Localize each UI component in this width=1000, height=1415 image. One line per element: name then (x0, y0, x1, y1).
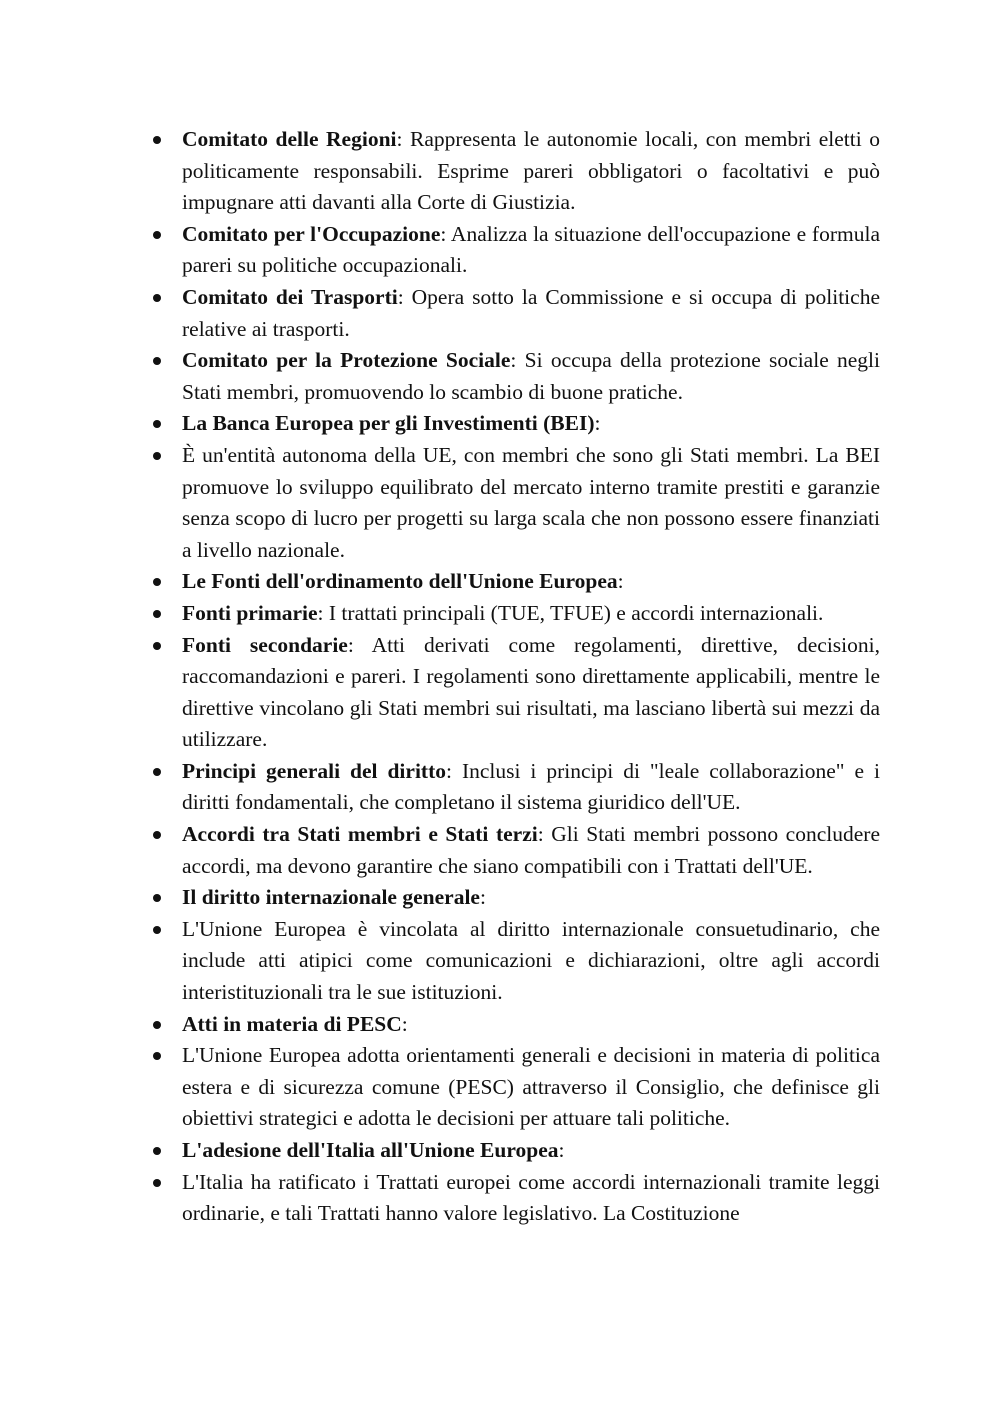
item-term: Le Fonti dell'ordinamento dell'Unione Europea (182, 569, 618, 594)
list-item (151, 630, 880, 756)
item-text: L'Unione Europea è vincolata al diritto internazionale consuetudinario, che include atti atipici come comunicazioni e dichiarazioni, oltre agli accordi interistituzionali tra le sue istituzioni. (182, 916, 880, 1005)
bullet-icon (153, 642, 161, 650)
bullet-icon (153, 926, 161, 934)
bullet-icon (153, 231, 161, 239)
list-item (151, 282, 880, 345)
item-term: Comitato dei Trasporti (182, 284, 398, 309)
bullet-icon (153, 1179, 161, 1187)
list-item (151, 1040, 880, 1135)
list-item (151, 1167, 880, 1230)
item-term: Il diritto internazionale generale (182, 885, 480, 910)
item-text: : Gli Stati membri possono concludere accordi, ma devono garantire che siano compatibili con i Trattati dell'UE. (182, 822, 880, 878)
list-item (151, 440, 880, 566)
item-text: : Analizza la situazione dell'occupazione e formula pareri su politiche occupazionali. (182, 221, 880, 278)
item-text: : (594, 411, 601, 436)
item-term: Accordi tra Stati membri e Stati terzi (182, 822, 538, 847)
item-term: Principi generali del diritto (182, 758, 446, 783)
bullet-icon (153, 894, 161, 902)
list-item (151, 219, 880, 282)
item-term: L'adesione dell'Italia all'Unione Europea (182, 1138, 559, 1162)
item-text: L'Italia ha ratificato i Trattati europei come accordi internazionali tramite leggi ordinarie, e tali Trattati hanno valore legislativo. La Costituzione (182, 1169, 880, 1226)
list-item (151, 408, 880, 440)
bullet-icon (153, 768, 161, 776)
list-item (151, 882, 880, 914)
item-text: : Inclusi i principi di "leale collaborazione" e i diritti fondamentali, che completano il sistema giuridico dell'UE. (182, 758, 881, 815)
bullet-icon (153, 357, 161, 365)
bullet-icon (153, 420, 161, 428)
bullet-icon (153, 294, 161, 302)
item-text: L'Unione Europea adotta orientamenti generali e decisioni in materia di politica estera e di sicurezza comune (PESC) attraverso il Consiglio, che definisce gli obiettivi strategici e adotta le decisioni per attuare tali politiche. (182, 1043, 880, 1131)
bullet-icon (153, 610, 161, 618)
list-item (151, 756, 880, 819)
bullet-list (151, 124, 880, 1230)
bullet-icon (153, 136, 161, 144)
bullet-icon (153, 1147, 161, 1155)
bullet-icon (153, 578, 161, 586)
item-text: : (401, 1011, 408, 1036)
list-item (151, 566, 880, 598)
item-text: : (617, 569, 624, 594)
item-text: : Opera sotto la Commissione e si occupa di politiche relative ai trasporti. (182, 284, 880, 341)
list-item (151, 124, 880, 219)
item-text: : Atti derivati come regolamenti, direttive, decisioni, raccomandazioni e pareri. I regolamenti sono direttamente applicabili, mentre le direttive vincolano gli Stati membri sui risultati, ma lasciano libertà sui mezzi da utilizzare. (182, 632, 880, 752)
item-term: Comitato delle Regioni (182, 127, 397, 151)
list-item (151, 598, 880, 630)
item-term: Comitato per l'Occupazione (182, 221, 441, 246)
bullet-icon (153, 452, 161, 460)
list-item (151, 345, 880, 408)
item-text: : Si occupa della protezione sociale negli Stati membri, promuovendo lo scambio di buone pratiche. (182, 348, 880, 404)
item-text: : I trattati principali (TUE, TFUE) e accordi internazionali. (317, 600, 824, 625)
bullet-icon (153, 1021, 161, 1029)
item-text: È un'entità autonoma della UE, con membri che sono gli Stati membri. La BEI promuove lo sviluppo equilibrato del mercato interno tramite prestiti e garanzie senza scopo di lucro per progetti su larga scala che non possono essere finanziati a livello nazionale. (182, 442, 880, 562)
item-term: Fonti secondarie (182, 632, 348, 657)
bullet-icon (153, 831, 161, 839)
list-item (151, 914, 880, 1009)
list-item (151, 1135, 880, 1167)
item-term: Fonti primarie (182, 600, 318, 625)
list-item (151, 819, 880, 882)
list-item (151, 1009, 880, 1041)
item-term: Atti in materia di PESC (182, 1011, 402, 1036)
item-text: : Rappresenta le autonomie locali, con membri eletti o politicamente responsabili. Esprime pareri obbligatori o facoltativi e può impugnare atti davanti alla Corte di Giustizia. (182, 127, 880, 215)
item-text: : (479, 885, 486, 910)
bullet-icon (153, 1052, 161, 1060)
item-text: : (558, 1138, 565, 1162)
item-term: La Banca Europea per gli Investimenti (BEI) (182, 411, 595, 436)
item-term: Comitato per la Protezione Sociale (182, 348, 511, 373)
